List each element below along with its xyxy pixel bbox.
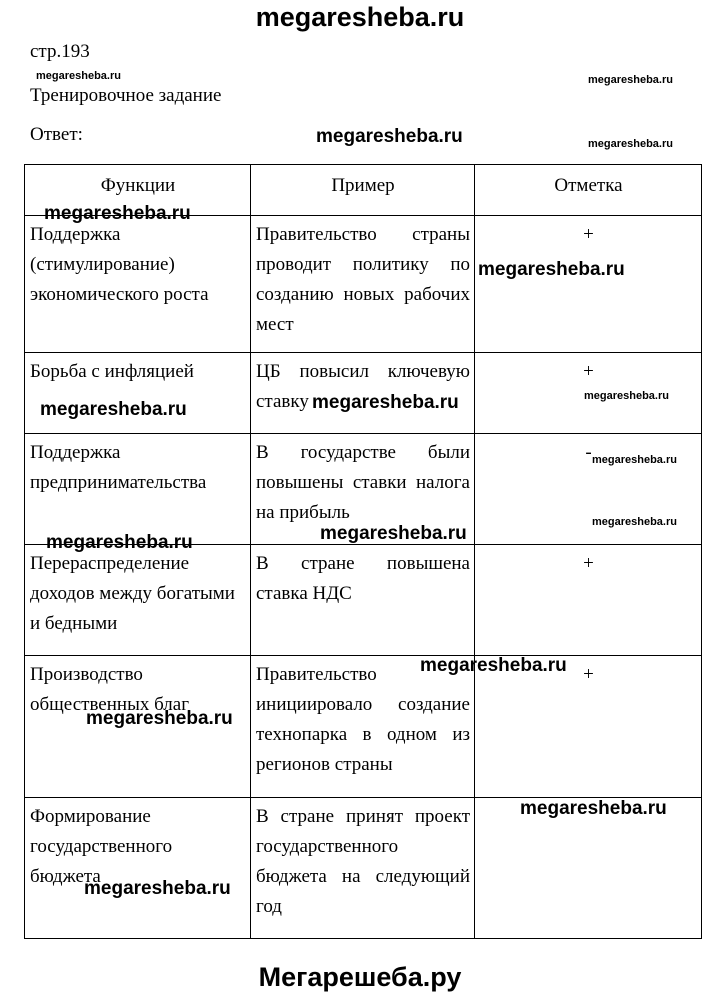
function-cell: Производство общественных благ <box>25 656 251 798</box>
watermark: megaresheba.ru <box>520 798 667 819</box>
table-row <box>25 545 702 656</box>
mark-cell: - <box>475 434 702 545</box>
page-reference: стр.193 <box>30 41 90 62</box>
example-cell: Правительство инициировало создание технопарка в одном из регионов страны <box>251 656 475 798</box>
site-header-logo: megaresheba.ru <box>255 2 465 32</box>
function-cell: Поддержка предпринимательства <box>25 434 251 545</box>
example-cell: ЦБ повысил ключевую ставку <box>251 353 475 434</box>
watermark: megaresheba.ru <box>312 392 459 413</box>
header-functions: Функции <box>25 165 251 216</box>
watermark: megaresheba.ru <box>86 708 233 729</box>
watermark: megaresheba.ru <box>316 126 463 147</box>
watermark: megaresheba.ru <box>420 655 567 676</box>
answer-label: Ответ: <box>30 124 83 145</box>
function-cell: Формирование государственного бюджета <box>25 798 251 939</box>
site-footer-logo: Мегарешеба.ру <box>258 962 462 992</box>
function-cell: Борьба с инфляцией <box>25 353 251 434</box>
watermark: megaresheba.ru <box>592 454 677 466</box>
watermark: megaresheba.ru <box>320 523 467 544</box>
header-mark: Отметка <box>475 165 702 216</box>
function-cell: Поддержка (стимулирование) экономического роста <box>25 216 251 353</box>
watermark: megaresheba.ru <box>592 516 677 528</box>
watermark: megaresheba.ru <box>36 70 121 82</box>
example-cell: В стране повышена ставка НДС <box>251 545 475 656</box>
mark-cell: + <box>475 656 702 798</box>
watermark: megaresheba.ru <box>84 878 231 899</box>
watermark: megaresheba.ru <box>588 138 673 150</box>
mark-cell: + <box>475 216 702 353</box>
watermark: megaresheba.ru <box>40 399 187 420</box>
header-example: Пример <box>251 165 475 216</box>
function-cell: Перераспределение доходов между богатыми и бедными <box>25 545 251 656</box>
watermark: megaresheba.ru <box>46 532 193 553</box>
watermark: megaresheba.ru <box>584 390 669 402</box>
mark-cell: + <box>475 353 702 434</box>
task-title: Тренировочное задание <box>30 85 222 106</box>
table-row <box>25 216 702 353</box>
watermark: megaresheba.ru <box>588 74 673 86</box>
example-cell: В государстве были повышены ставки налога на прибыль <box>251 434 475 545</box>
example-cell: В стране принят проект государственного бюджета на следующий год <box>251 798 475 939</box>
mark-cell: + <box>475 545 702 656</box>
watermark: megaresheba.ru <box>44 203 191 224</box>
example-cell: Правительство страны проводит политику по созданию новых рабочих мест <box>251 216 475 353</box>
watermark: megaresheba.ru <box>478 259 625 280</box>
